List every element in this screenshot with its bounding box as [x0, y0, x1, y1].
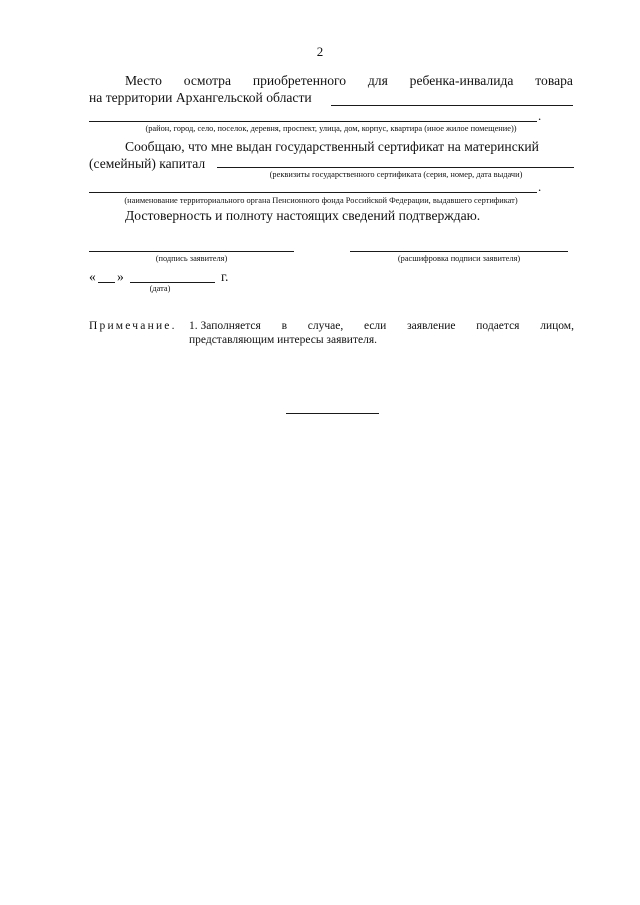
certificate-line2: (семейный) капитал	[89, 156, 206, 171]
inspection-region-field[interactable]	[331, 105, 573, 106]
end-divider	[286, 413, 379, 414]
note-word: лицом,	[540, 320, 574, 332]
date-caption: (дата)	[149, 284, 171, 293]
note-line1	[189, 320, 574, 332]
applicant-signature-caption: (подпись заявителя)	[155, 254, 228, 263]
inspection-word: для	[367, 73, 388, 88]
date-close-quote: »	[117, 269, 124, 284]
applicant-signature-field[interactable]	[89, 251, 294, 252]
inspection-word: осмотра	[183, 73, 232, 88]
confirmation-text: Достоверность и полноту настоящих сведений подтверждаю.	[125, 208, 481, 223]
date-open-quote: «	[89, 269, 96, 284]
note-word: если	[363, 320, 387, 332]
date-month-field[interactable]	[130, 282, 215, 283]
certificate-requisites-caption: (реквизиты государственного сертификата (серия, номер, дата выдачи)	[269, 170, 523, 179]
note-word: случае,	[307, 320, 344, 332]
date-day-field[interactable]	[98, 282, 115, 283]
inspection-place-line1	[125, 72, 573, 89]
note-label: Примечание.	[89, 320, 177, 332]
note-word: 1. Заполняется	[189, 320, 261, 332]
inspection-address-field[interactable]	[89, 121, 537, 122]
inspection-word: товара	[535, 73, 573, 88]
date-year-suffix: г.	[221, 269, 229, 284]
note-word: подается	[476, 320, 520, 332]
signature-decoding-caption: (расшифровка подписи заявителя)	[397, 254, 521, 263]
note-word: в	[281, 320, 287, 332]
inspection-end-mark: .	[538, 108, 542, 123]
inspection-address-caption: (район, город, село, поселок, деревня, проспект, улица, дом, корпус, квартира (иное жилое помещение))	[145, 124, 517, 133]
inspection-word: Место	[125, 73, 162, 88]
inspection-word: ребенка-инвалида	[409, 73, 514, 88]
pension-fund-caption: (наименование территориального органа Пенсионного фонда Российской Федерации, выдавшего сертификат)	[124, 196, 518, 205]
page-number: 2	[316, 44, 324, 59]
signature-decoding-field[interactable]	[350, 251, 568, 252]
certificate-end-mark: .	[538, 179, 542, 194]
pension-fund-field[interactable]	[89, 192, 537, 193]
certificate-requisites-field[interactable]	[217, 167, 574, 168]
inspection-place-line2: на территории Архангельской области	[89, 90, 312, 105]
certificate-line1: Сообщаю, что мне выдан государственный сертификат на материнский	[125, 139, 539, 154]
note-line2: представляющим интересы заявителя.	[189, 334, 377, 346]
inspection-word: приобретенного	[252, 73, 347, 88]
note-word: заявление	[407, 320, 456, 332]
